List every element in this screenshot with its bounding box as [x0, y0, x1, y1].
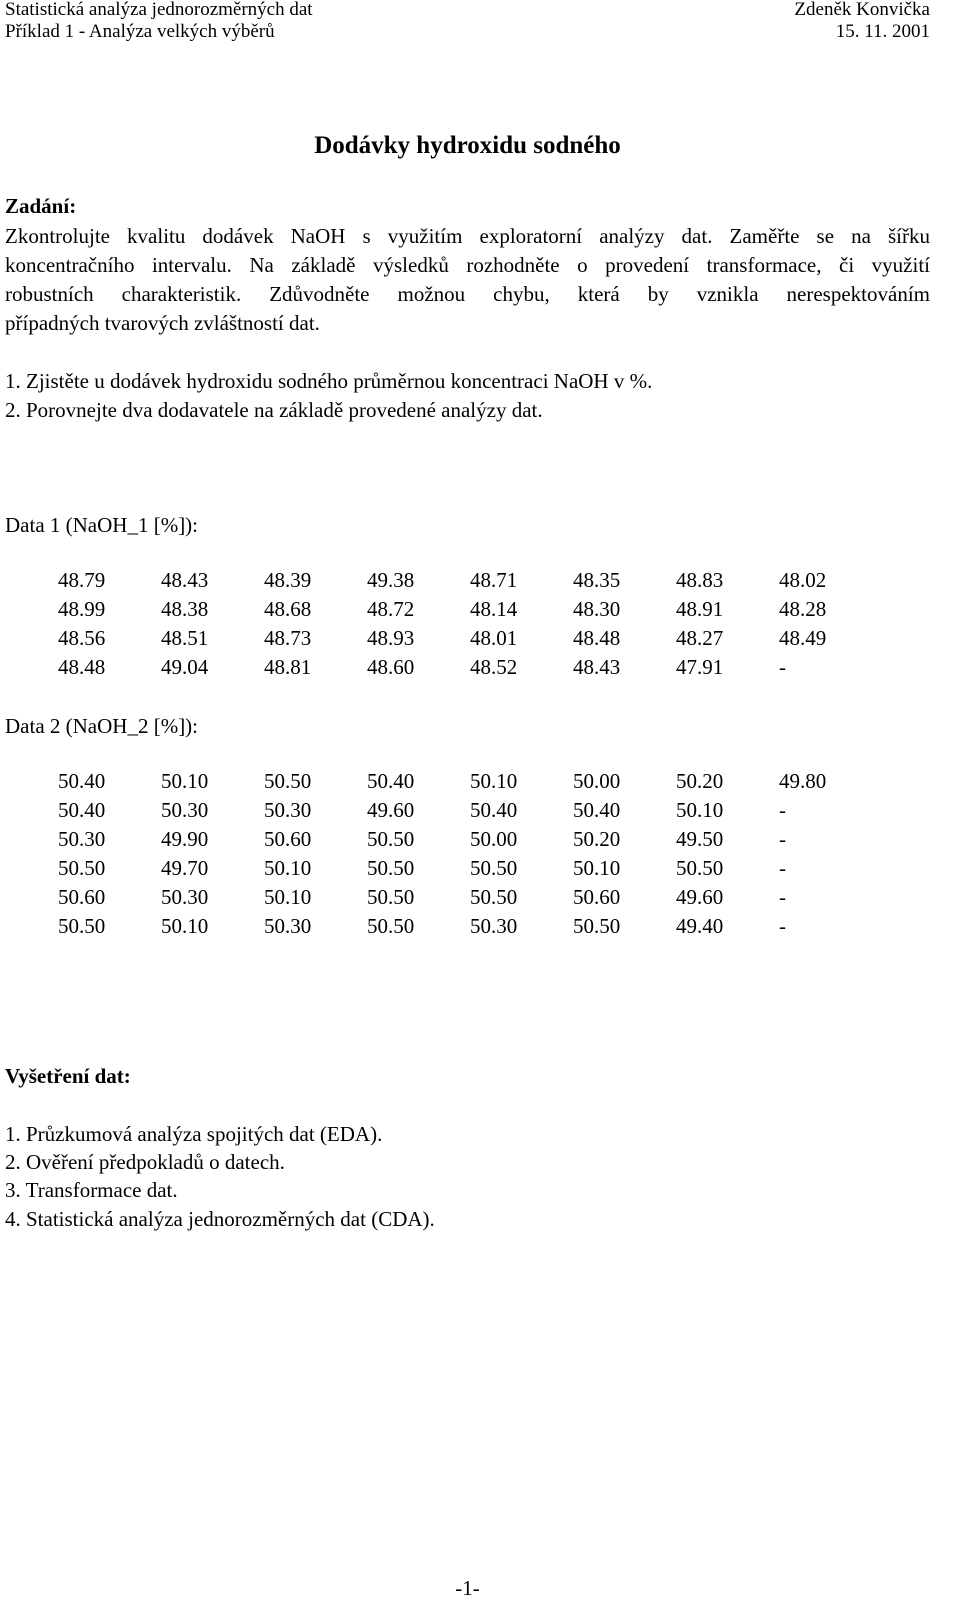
table-cell: 50.50	[367, 914, 415, 938]
table-row	[58, 767, 882, 796]
data2-label: Data 2 (NaOH_2 [%]):	[5, 714, 199, 738]
table-cell: 50.40	[58, 798, 106, 822]
assignment-line-3: robustních charakteristik. Zdůvodněte možnou chybu, která by vznikla nerespektováním	[5, 282, 930, 306]
table-row	[58, 883, 882, 912]
assignment-line-4: případných tvarových zvláštností dat.	[5, 311, 320, 335]
table-cell: 50.50	[470, 856, 518, 880]
table-cell: 48.48	[573, 626, 621, 650]
table-cell: 50.00	[573, 769, 621, 793]
table-cell: 49.04	[161, 655, 209, 679]
table-cell: -	[779, 655, 786, 679]
table-cell: 50.50	[367, 856, 415, 880]
table-cell: 50.50	[264, 769, 312, 793]
header-document-title: Statistická analýza jednorozměrných dat	[5, 0, 313, 20]
table-cell: 48.38	[161, 597, 209, 621]
table-cell: 50.40	[470, 798, 518, 822]
table-cell: 50.10	[573, 856, 621, 880]
table-cell: 48.39	[264, 568, 312, 592]
table-row	[58, 796, 882, 825]
task-item-2: 2. Porovnejte dva dodavatele na základě provedené analýzy dat.	[5, 398, 543, 422]
table-cell: 50.20	[676, 769, 724, 793]
table-cell: 50.10	[264, 856, 312, 880]
table-cell: 50.50	[367, 885, 415, 909]
assignment-line-2: koncentračního intervalu. Na základě výsledků rozhodněte o provedení transformace, či využití	[5, 253, 930, 277]
table-cell: 48.35	[573, 568, 621, 592]
table-cell: 50.30	[161, 798, 209, 822]
data2-table	[58, 767, 882, 941]
table-cell: 48.56	[58, 626, 106, 650]
table-row	[58, 825, 882, 854]
table-row	[58, 854, 882, 883]
table-row	[58, 595, 882, 624]
table-cell: 49.40	[676, 914, 724, 938]
table-cell: 48.52	[470, 655, 518, 679]
assignment-line-1: Zkontrolujte kvalitu dodávek NaOH s využitím exploratorní analýzy dat. Zaměřte se na šířku	[5, 224, 930, 248]
table-cell: 48.99	[58, 597, 106, 621]
table-cell: 48.72	[367, 597, 415, 621]
table-cell: 49.80	[779, 769, 827, 793]
table-cell: 50.30	[264, 914, 312, 938]
table-row	[58, 912, 882, 941]
table-cell: -	[779, 885, 786, 909]
table-cell: 49.70	[161, 856, 209, 880]
table-cell: 48.73	[264, 626, 312, 650]
table-cell: 48.49	[779, 626, 827, 650]
data1-table	[58, 566, 882, 682]
header-author: Zdeněk Konvička	[794, 0, 930, 20]
table-cell: -	[779, 798, 786, 822]
table-cell: 48.68	[264, 597, 312, 621]
table-cell: 48.28	[779, 597, 827, 621]
table-cell: 48.01	[470, 626, 518, 650]
table-cell: 50.40	[573, 798, 621, 822]
table-cell: 49.60	[367, 798, 415, 822]
table-cell: -	[779, 856, 786, 880]
table-row	[58, 624, 882, 653]
table-cell: 50.30	[470, 914, 518, 938]
header-date: 15. 11. 2001	[835, 21, 930, 42]
table-cell: 47.91	[676, 655, 724, 679]
table-cell: 48.43	[573, 655, 621, 679]
table-cell: 50.30	[264, 798, 312, 822]
table-cell: 50.50	[58, 856, 106, 880]
table-cell: 50.40	[367, 769, 415, 793]
examination-item-4: 4. Statistická analýza jednorozměrných dat (CDA).	[5, 1207, 435, 1231]
table-cell: 48.30	[573, 597, 621, 621]
table-cell: 50.50	[573, 914, 621, 938]
table-cell: 48.14	[470, 597, 518, 621]
table-cell: 50.50	[367, 827, 415, 851]
table-cell: 50.30	[58, 827, 106, 851]
table-cell: 48.60	[367, 655, 415, 679]
table-cell: 48.27	[676, 626, 724, 650]
table-cell: 50.10	[161, 769, 209, 793]
examination-heading: Vyšetření dat:	[5, 1064, 131, 1088]
examination-item-1: 1. Průzkumová analýza spojitých dat (EDA).	[5, 1122, 383, 1146]
table-cell: 50.10	[470, 769, 518, 793]
assignment-heading: Zadání:	[5, 194, 77, 218]
data1-table-body	[58, 566, 882, 682]
table-cell: 50.40	[58, 769, 106, 793]
table-cell: 50.10	[161, 914, 209, 938]
table-cell: -	[779, 914, 786, 938]
task-item-1: 1. Zjistěte u dodávek hydroxidu sodného průměrnou koncentraci NaOH v %.	[5, 369, 653, 393]
table-cell: 49.60	[676, 885, 724, 909]
table-cell: 49.38	[367, 568, 415, 592]
page-title: Dodávky hydroxidu sodného	[314, 132, 621, 159]
data1-label: Data 1 (NaOH_1 [%]):	[5, 513, 199, 537]
data2-table-body	[58, 767, 882, 941]
table-cell: -	[779, 827, 786, 851]
table-cell: 48.79	[58, 568, 106, 592]
table-cell: 50.30	[161, 885, 209, 909]
table-cell: 48.93	[367, 626, 415, 650]
table-row	[58, 566, 882, 595]
table-row	[58, 653, 882, 682]
table-cell: 50.00	[470, 827, 518, 851]
table-cell: 48.83	[676, 568, 724, 592]
running-header-line-2	[5, 20, 930, 44]
running-header-line-1	[5, 0, 930, 22]
table-cell: 48.51	[161, 626, 209, 650]
examination-item-2: 2. Ověření předpokladů o datech.	[5, 1150, 285, 1174]
table-cell: 50.60	[573, 885, 621, 909]
table-cell: 49.90	[161, 827, 209, 851]
table-cell: 48.71	[470, 568, 518, 592]
table-cell: 50.10	[676, 798, 724, 822]
table-cell: 48.02	[779, 568, 827, 592]
table-cell: 50.50	[676, 856, 724, 880]
table-cell: 48.91	[676, 597, 724, 621]
table-cell: 48.81	[264, 655, 312, 679]
table-cell: 50.50	[58, 914, 106, 938]
table-cell: 50.60	[264, 827, 312, 851]
table-cell: 50.20	[573, 827, 621, 851]
page-number: -1-	[455, 1576, 480, 1600]
table-cell: 48.43	[161, 568, 209, 592]
header-example-title: Příklad 1 - Analýza velkých výběrů	[5, 21, 275, 42]
examination-item-3: 3. Transformace dat.	[5, 1178, 178, 1202]
table-cell: 49.50	[676, 827, 724, 851]
table-cell: 50.10	[264, 885, 312, 909]
table-cell: 48.48	[58, 655, 106, 679]
table-cell: 50.50	[470, 885, 518, 909]
table-cell: 50.60	[58, 885, 106, 909]
